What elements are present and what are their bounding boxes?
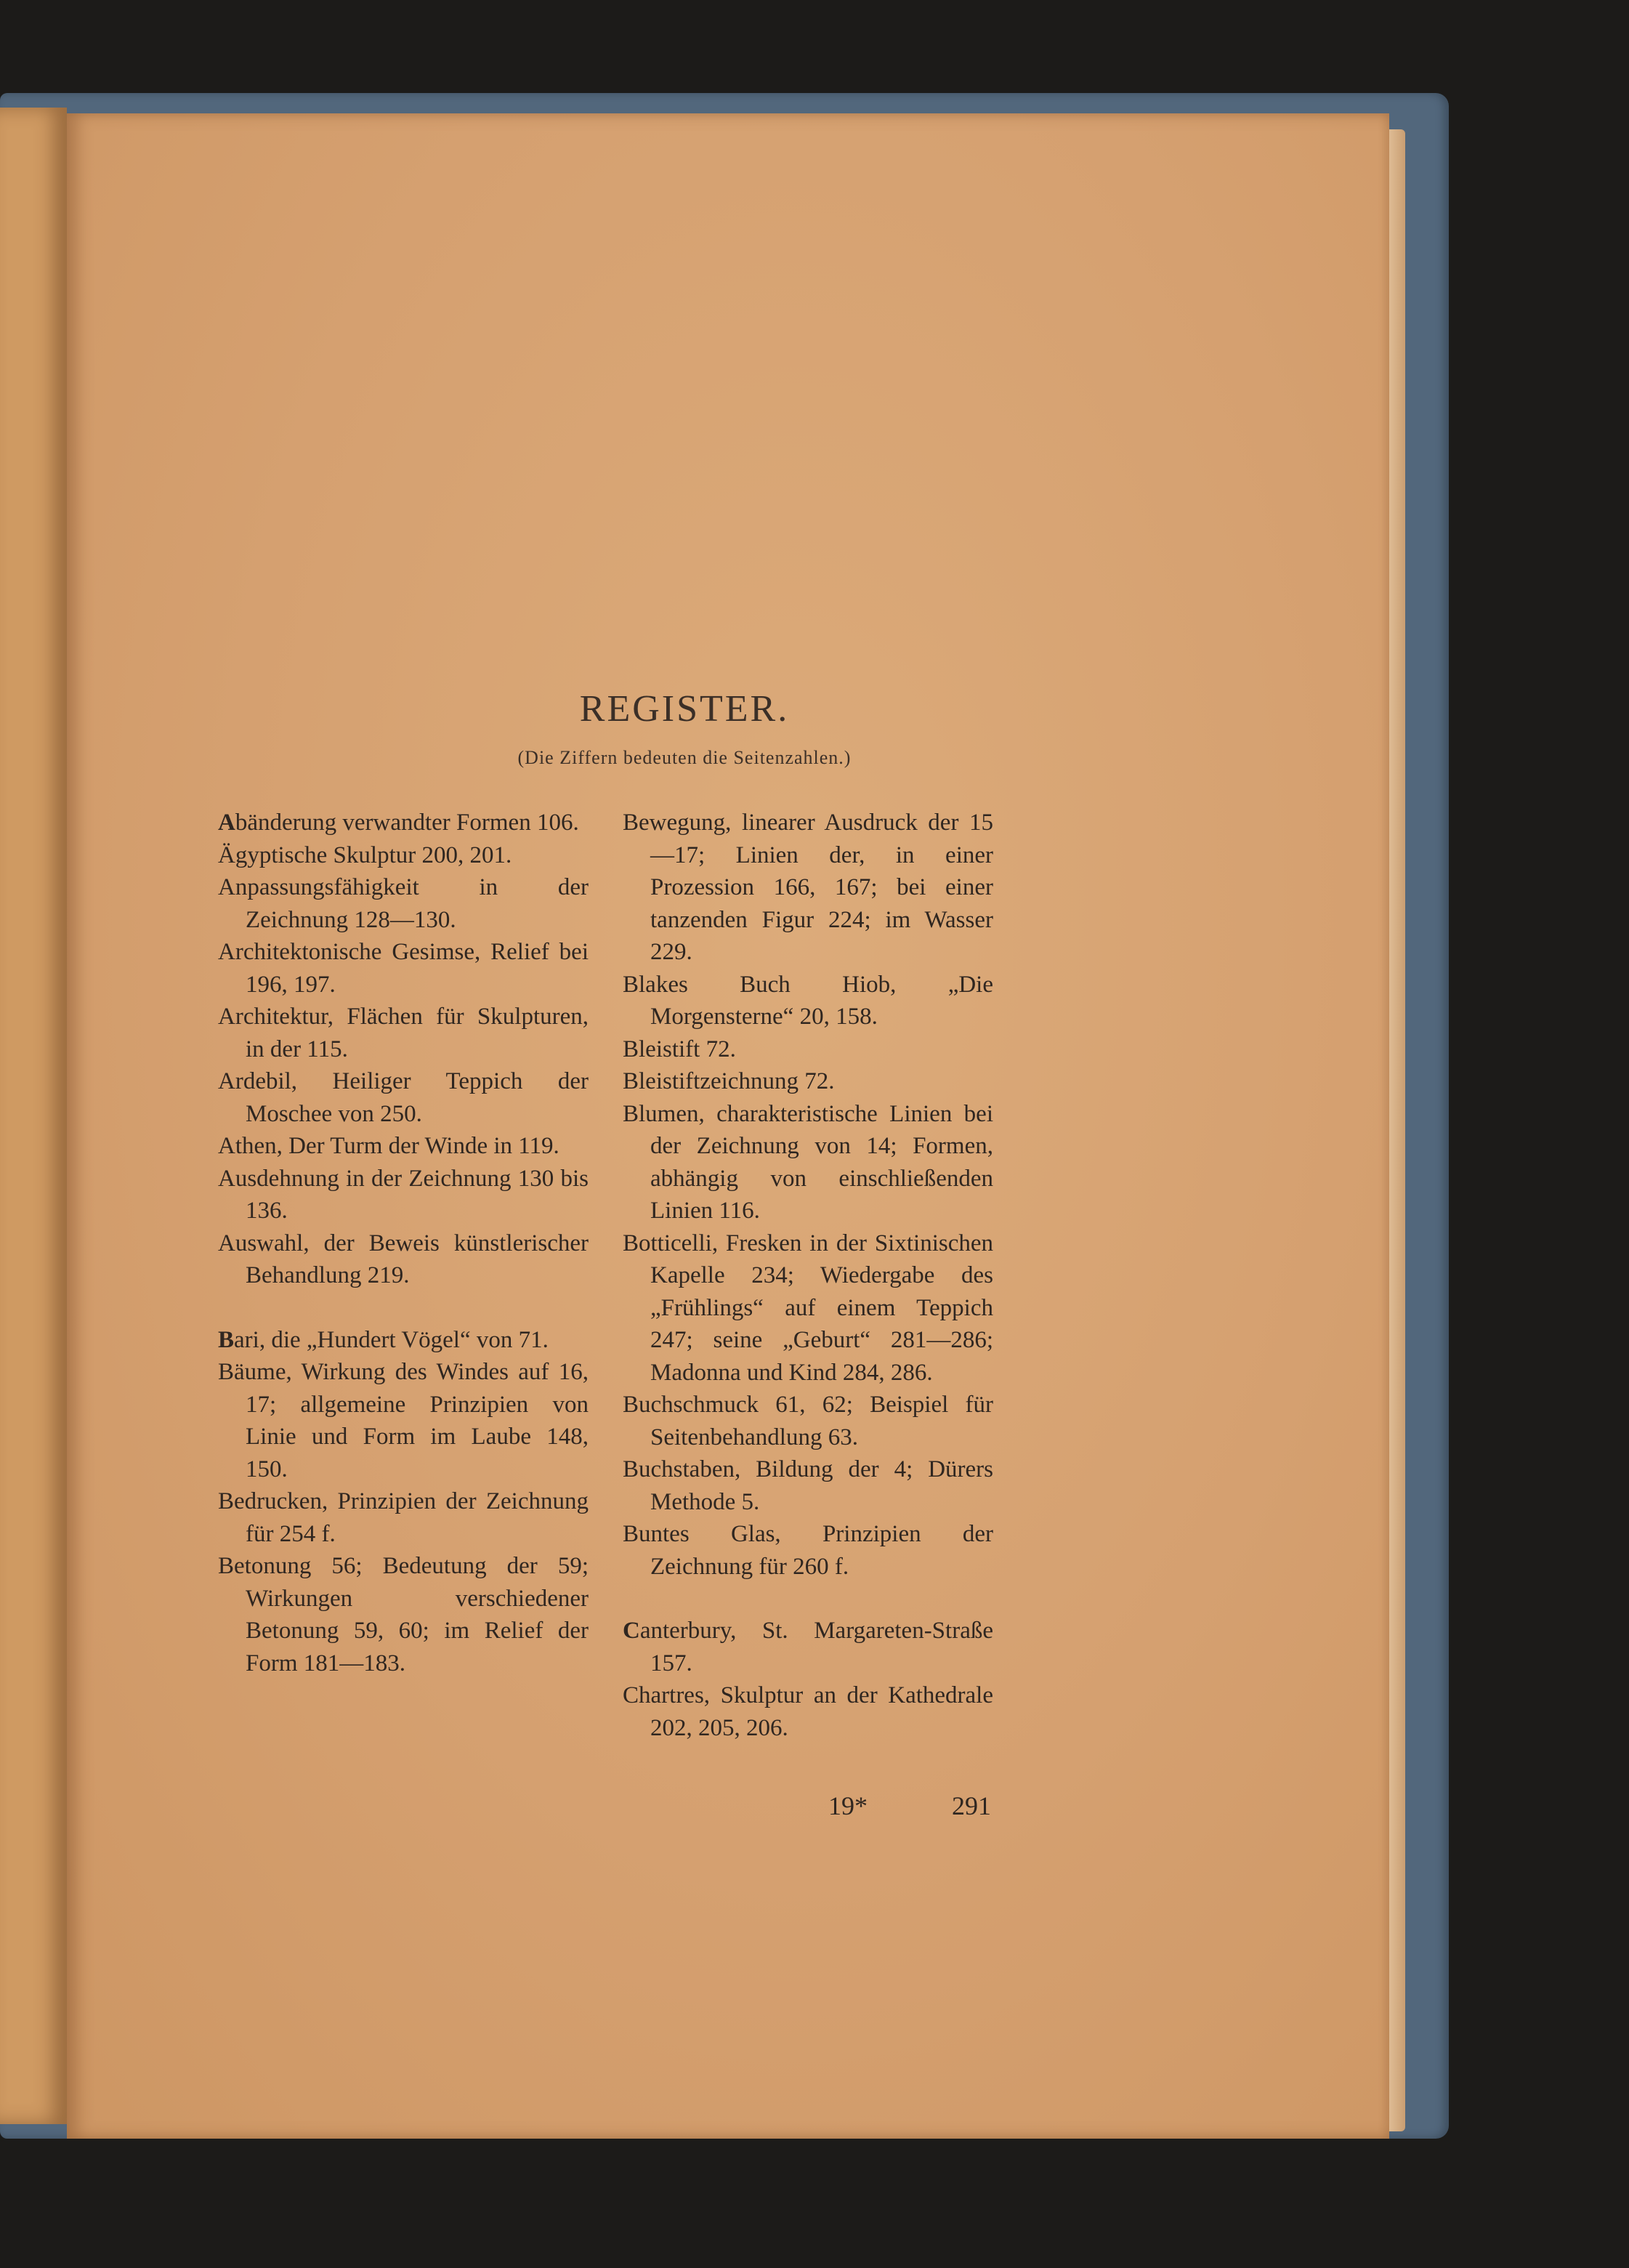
index-entry — [623, 1033, 993, 1066]
entry-text: Blakes Buch Hiob, „Die Morgensterne“ 20, 158. — [623, 971, 993, 1030]
entry-text: anterbury, St. Margareten-Straße 157. — [639, 1618, 993, 1676]
left-page-edge — [0, 108, 67, 2124]
index-entry — [218, 1130, 589, 1163]
page-number: 291 — [952, 1791, 991, 1820]
entry-text: Chartres, Skulptur an der Kathedrale 202, 205, 206. — [623, 1682, 993, 1741]
entry-text: Bewegung, linearer Ausdruck der 15—17; Linien der, in einer Prozession 166, 167; bei einer tanzenden Figur 224; im Wasser 229. — [623, 810, 993, 965]
entry-text: Auswahl, der Beweis künstlerischer Behandlung 219. — [218, 1230, 589, 1288]
entry-text: Buchschmuck 61, 62; Beispiel für Seitenbehandlung 63. — [623, 1392, 993, 1450]
entry-text: Ardebil, Heiliger Teppich der Moschee von 250. — [218, 1068, 589, 1127]
entry-text: Anpassungsfähigkeit in der Zeichnung 128—130. — [218, 874, 589, 933]
index-entry — [623, 1453, 993, 1518]
index-entry — [623, 1679, 993, 1744]
index-entry — [218, 1163, 589, 1227]
entry-text: Architektur, Flächen für Skulpturen, in der 115. — [218, 1004, 589, 1062]
book-page — [67, 113, 1389, 2139]
index-column-left — [218, 807, 589, 1679]
index-entry — [623, 1389, 993, 1453]
index-entry — [623, 1065, 993, 1098]
entry-text: Buchstaben, Bildung der 4; Dürers Methode 5. — [623, 1456, 993, 1515]
printer-signature: 19* — [828, 1791, 868, 1820]
index-entry — [218, 807, 589, 839]
entry-text: Betonung 56; Bedeutung der 59; Wirkungen verschiedener Betonung 59, 60; im Relief der Form 181—183. — [218, 1553, 589, 1676]
entry-text: Buntes Glas, Prinzipien der Zeichnung für 260 f. — [623, 1521, 993, 1580]
index-entry — [623, 1615, 993, 1679]
index-entry — [623, 1227, 993, 1389]
page-subtitle: (Die Ziffern bedeuten die Seitenzahlen.) — [517, 747, 852, 768]
entry-text: Ägyptische Skulptur 200, 201. — [218, 842, 512, 868]
index-entry — [218, 936, 589, 1001]
index-column-right — [623, 807, 993, 1744]
entry-text: bänderung verwandter Formen 106. — [235, 810, 579, 836]
index-entry — [623, 807, 993, 969]
entry-initial: C — [623, 1618, 640, 1644]
entry-text: ari, die „Hundert Vögel“ von 71. — [234, 1326, 549, 1353]
entry-text: Blumen, charakteristische Linien bei der Zeichnung von 14; Formen, abhängig von einschließenden Linien 116. — [623, 1100, 993, 1224]
entry-initial: B — [218, 1326, 235, 1353]
index-entry — [218, 1227, 589, 1292]
entry-text: Bedrucken, Prinzipien der Zeichnung für 254 f. — [218, 1488, 589, 1547]
index-entry — [218, 1485, 589, 1550]
index-entry — [218, 839, 589, 872]
entry-text: Bleistiftzeichnung 72. — [623, 1068, 835, 1094]
entry-text: Athen, Der Turm der Winde in 119. — [218, 1133, 559, 1159]
index-entry — [218, 1356, 589, 1485]
index-entry — [218, 1001, 589, 1065]
entry-initial: A — [218, 810, 235, 836]
index-entry — [623, 1518, 993, 1583]
entry-text: Ausdehnung in der Zeichnung 130 bis 136. — [218, 1165, 589, 1224]
entry-text: Architektonische Gesimse, Relief bei 196, 197. — [218, 939, 589, 998]
index-entry — [218, 1550, 589, 1679]
entry-text: Bleistift 72. — [623, 1036, 736, 1062]
entry-text: Bäume, Wirkung des Windes auf 16, 17; allgemeine Prinzipien von Linie und Form im Laube 148, 150. — [218, 1359, 589, 1482]
index-entry — [218, 1065, 589, 1130]
index-entry — [218, 1324, 589, 1357]
page-title: REGISTER. — [579, 688, 790, 730]
index-entry — [218, 871, 589, 936]
index-entry — [623, 1098, 993, 1227]
index-entry — [623, 969, 993, 1033]
entry-text: Botticelli, Fresken in der Sixtinischen Kapelle 234; Wiedergabe des „Frühlings“ auf einem Teppich 247; seine „Geburt“ 281—286; Madonna und Kind 284, 286. — [623, 1230, 993, 1386]
